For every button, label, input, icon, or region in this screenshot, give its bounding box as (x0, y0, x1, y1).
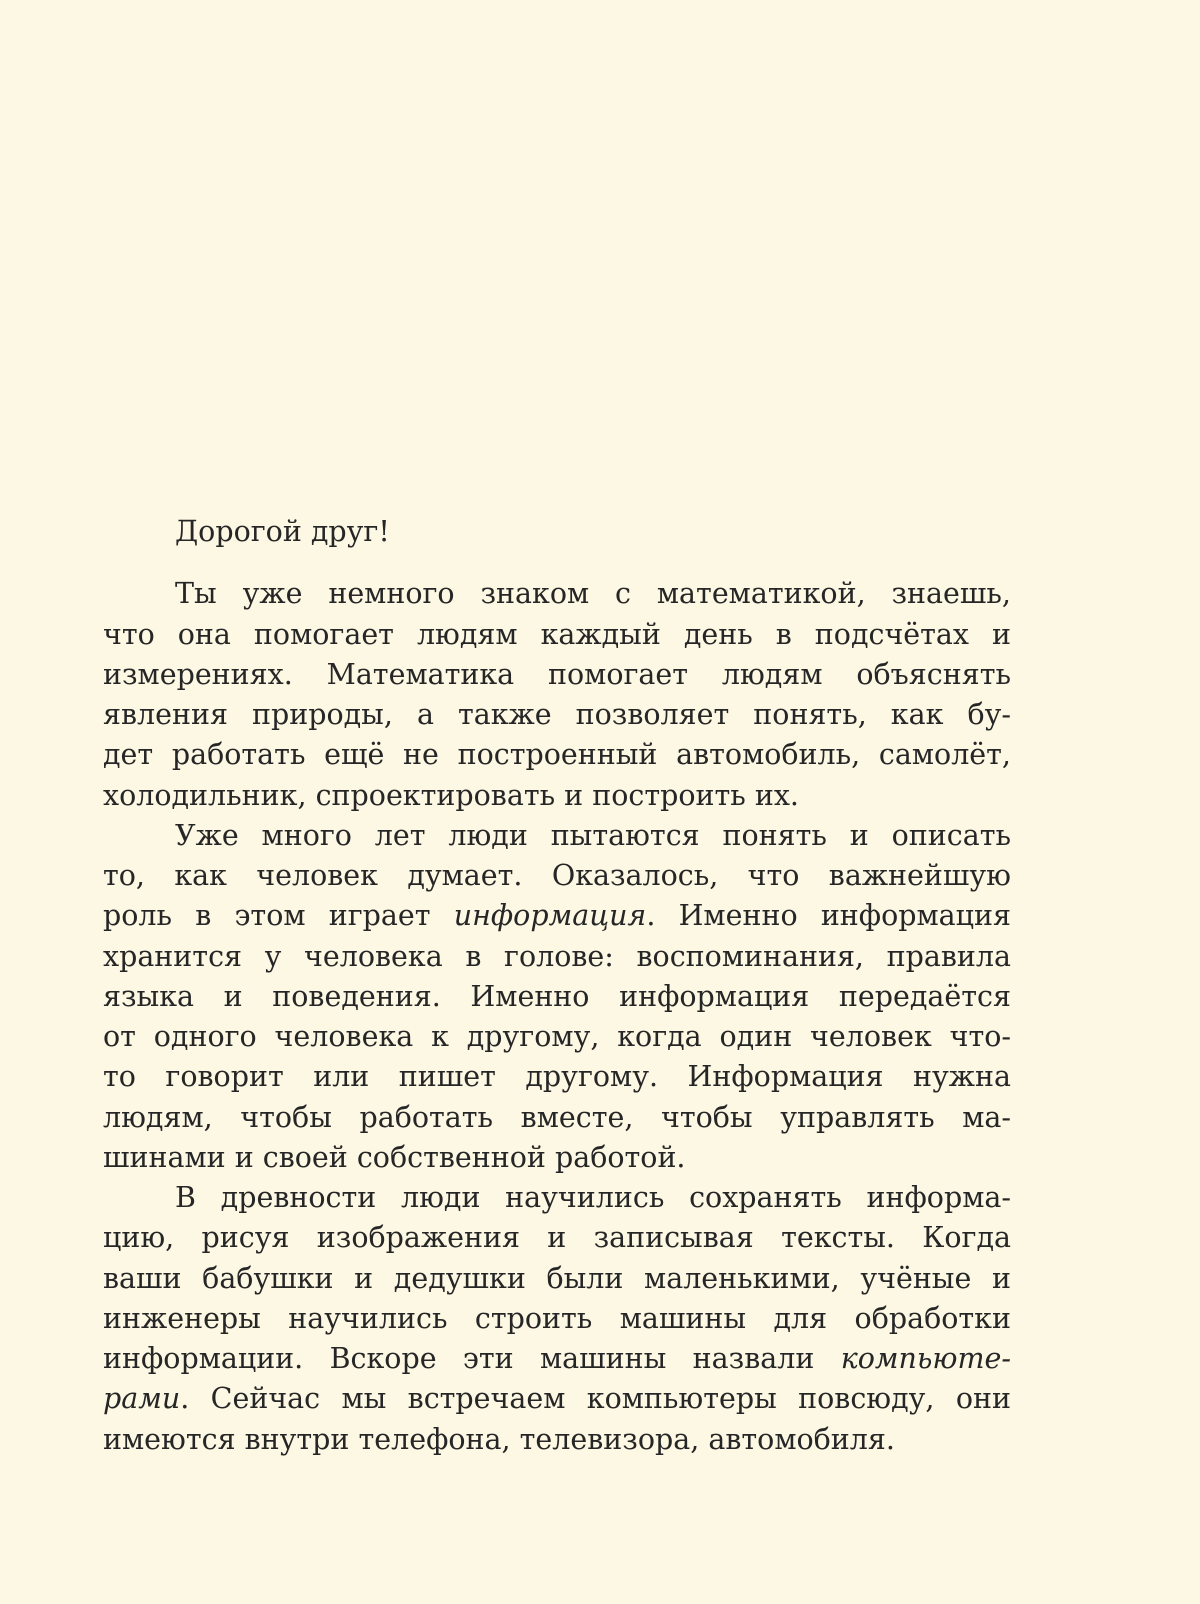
text-line: людям, чтобы работать вместе, чтобы управлять ма- (103, 1100, 1011, 1134)
text-line: то, как человек думает. Оказалось, что важнейшую (103, 859, 1011, 892)
text-block (103, 512, 1011, 1460)
text-line: дет работать ещё не построенный автомобиль, самолёт, (103, 738, 1011, 772)
text-line (103, 1339, 1011, 1379)
text-line: от одного человека к другому, когда один человек что- (103, 1020, 1011, 1053)
text-line (103, 896, 1011, 936)
emphasized-term: информация (453, 899, 647, 933)
text-line: языка и поведения. Именно информация передаётся (103, 979, 1011, 1013)
text-line: инженеры научились строить машины для обработки (103, 1301, 1011, 1335)
text-line: то говорит или пишет другому. Информация нужна (103, 1060, 1011, 1094)
text-line: имеются внутри телефона, телевизора, автомобиля. (103, 1422, 895, 1456)
text-line: Уже много лет люди пытаются понять и описать (175, 818, 1011, 852)
text-line: измерениях. Математика помогает людям объяснять (103, 657, 1011, 691)
text-line: Ты уже немного знаком с математикой, знаешь, (175, 577, 1011, 611)
paragraph-3 (103, 1178, 1011, 1460)
text-line: ваши бабушки и дедушки были маленькими, учёные и (103, 1261, 1011, 1295)
text-line: шинами и своей собственной работой. (103, 1140, 686, 1174)
text-line: явления природы, а также позволяет понять, как бу- (103, 698, 1011, 731)
text-line: хранится у человека в голове: воспоминания, правила (103, 939, 1011, 973)
paragraph-1 (103, 574, 1011, 816)
text-line: цию, рисуя изображения и записывая тексты. Когда (103, 1221, 1011, 1255)
text-segment: . Сейчас мы встречаем компьютеры повсюду, они (180, 1382, 1011, 1416)
text-segment: . Именно информация (646, 899, 1011, 933)
emphasized-term: компьюте- (840, 1342, 1011, 1375)
emphasized-term: рами (103, 1382, 181, 1416)
text-segment: информации. Вскоре эти машины назвали (103, 1342, 841, 1375)
text-line: что она помогает людям каждый день в подсчётах и (103, 617, 1011, 651)
greeting: Дорогой друг! (175, 515, 390, 548)
paragraph-2 (103, 816, 1011, 1178)
text-line (103, 1379, 1011, 1419)
text-line: В древности люди научились сохранять информа- (175, 1181, 1011, 1214)
text-line: холодильник, спроектировать и построить их. (103, 778, 799, 812)
text-segment: роль в этом играет (103, 899, 454, 933)
